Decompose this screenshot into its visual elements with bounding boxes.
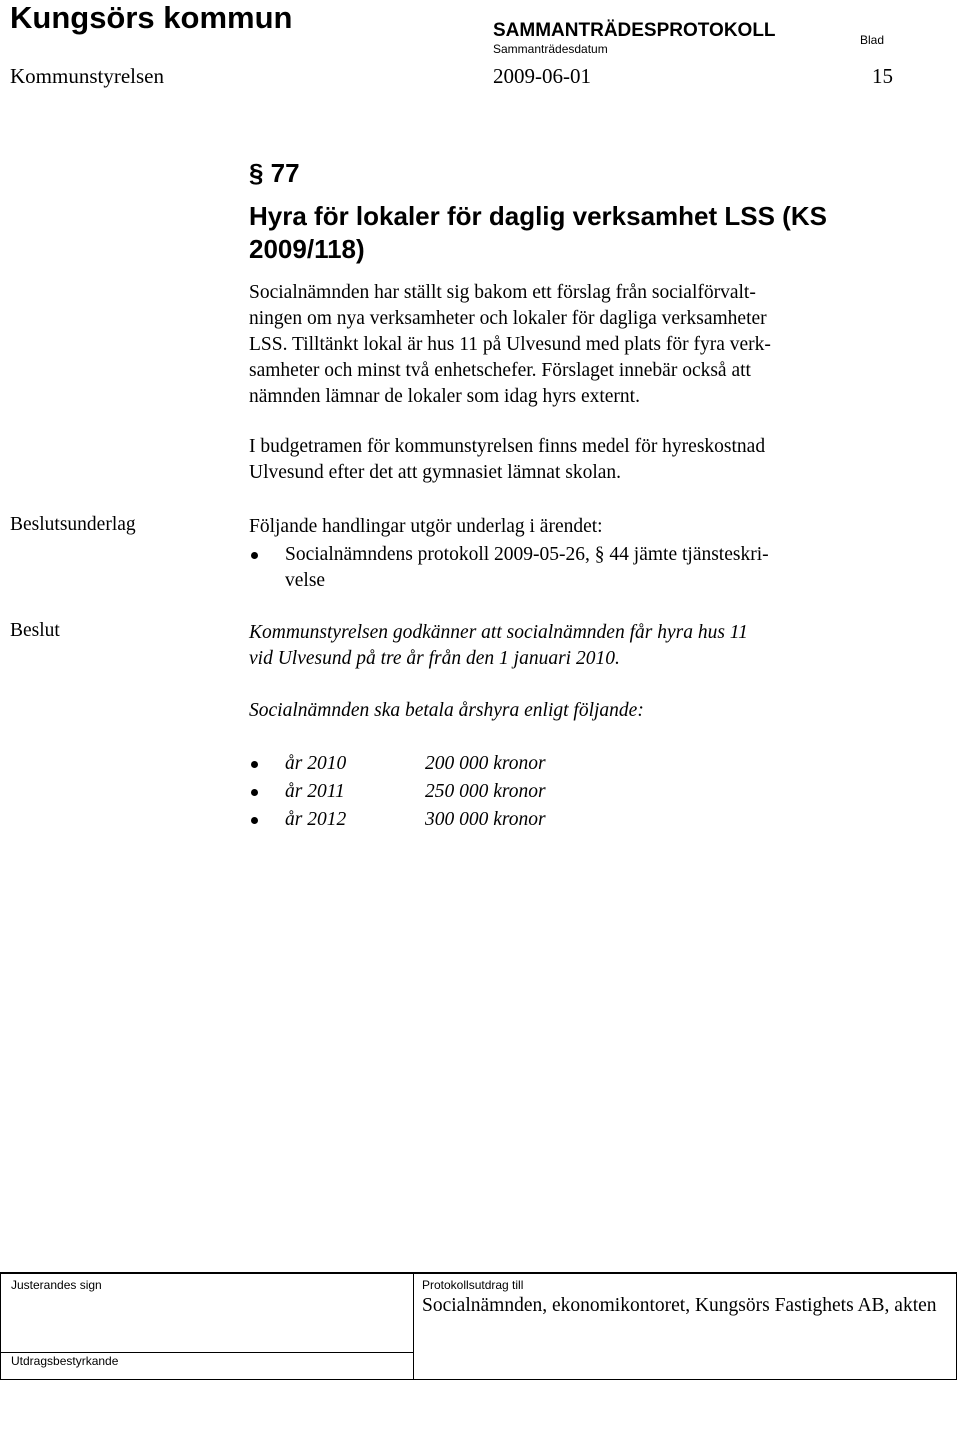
rent-year: år 2010 [285,753,347,774]
decision-line: Kommunstyrelsen godkänner att socialnämnden får hyra hus 11 [249,622,748,643]
rent-amount: 300 000 kronor [425,809,546,830]
footer-table [0,1272,957,1380]
bullet-icon [251,789,258,796]
body-name: Kommunstyrelsen [10,64,164,88]
intro-line: nämnden lämnar de lokaler som idag hyrs externt. [249,386,640,407]
section-heading: Hyra för lokaler för daglig verksamhet LSS (KS 2009/118) [249,201,827,264]
bullet-icon [251,761,258,768]
page-label: Blad [860,33,885,47]
decision-label: Beslut [10,620,60,641]
intro-line: ningen om nya verksamheter och lokaler för dagliga verksamheter [249,308,767,329]
footer-top-rule [0,1272,957,1274]
rent-year: år 2011 [285,781,345,802]
budget-line: Ulvesund efter det att gymnasiet lämnat skolan. [249,462,622,483]
basis-label: Beslutsunderlag [10,514,136,535]
rent-amount: 250 000 kronor [425,781,546,802]
intro-paragraph [249,280,771,410]
page-number: 15 [872,64,893,88]
extract-recipients: Socialnämnden, ekonomikontoret, Kungsörs Fastighets AB, akten [422,1295,937,1316]
bullet-icon [251,817,258,824]
municipality-name: Kungsörs kommun [10,0,293,35]
intro-line: Socialnämnden har ställt sig bakom ett förslag från socialförvalt- [249,282,756,303]
extract-label: Protokollsutdrag till [422,1278,524,1292]
budget-paragraph [249,434,765,486]
rent-item [251,807,651,833]
certifier-label: Utdragsbestyrkande [11,1354,119,1368]
basis-item-text [285,542,769,594]
rent-item [251,779,651,805]
paragraph-number: § 77 [249,158,300,188]
intro-line: samheter och minst två enhetschefer. Förslaget innebär också att [249,360,751,381]
basis-item-line: velse [285,570,326,591]
decision-line: vid Ulvesund på tre år från den 1 januari 2010. [249,648,620,669]
protocol-title: SAMMANTRÄDESPROTOKOLL [493,20,776,41]
basis-intro: Följande handlingar utgör underlag i ärendet: [249,516,603,537]
intro-line: LSS. Tilltänkt lokal är hus 11 på Ulvesund med plats för fyra verk- [249,334,771,355]
bullet-icon [251,552,258,559]
rent-intro: Socialnämnden ska betala årshyra enligt följande: [249,700,644,721]
meeting-date: 2009-06-01 [493,64,591,88]
budget-line: I budgetramen för kommunstyrelsen finns medel för hyreskostnad [249,436,766,457]
adjuster-label: Justerandes sign [11,1278,102,1292]
meeting-date-label: Sammanträdesdatum [493,42,608,56]
decision-text [249,620,748,672]
basis-item-line: Socialnämndens protokoll 2009-05-26, § 44 jämte tjänsteskri- [285,544,769,565]
rent-year: år 2012 [285,809,347,830]
rent-amount: 200 000 kronor [425,753,546,774]
rent-item [251,751,651,777]
